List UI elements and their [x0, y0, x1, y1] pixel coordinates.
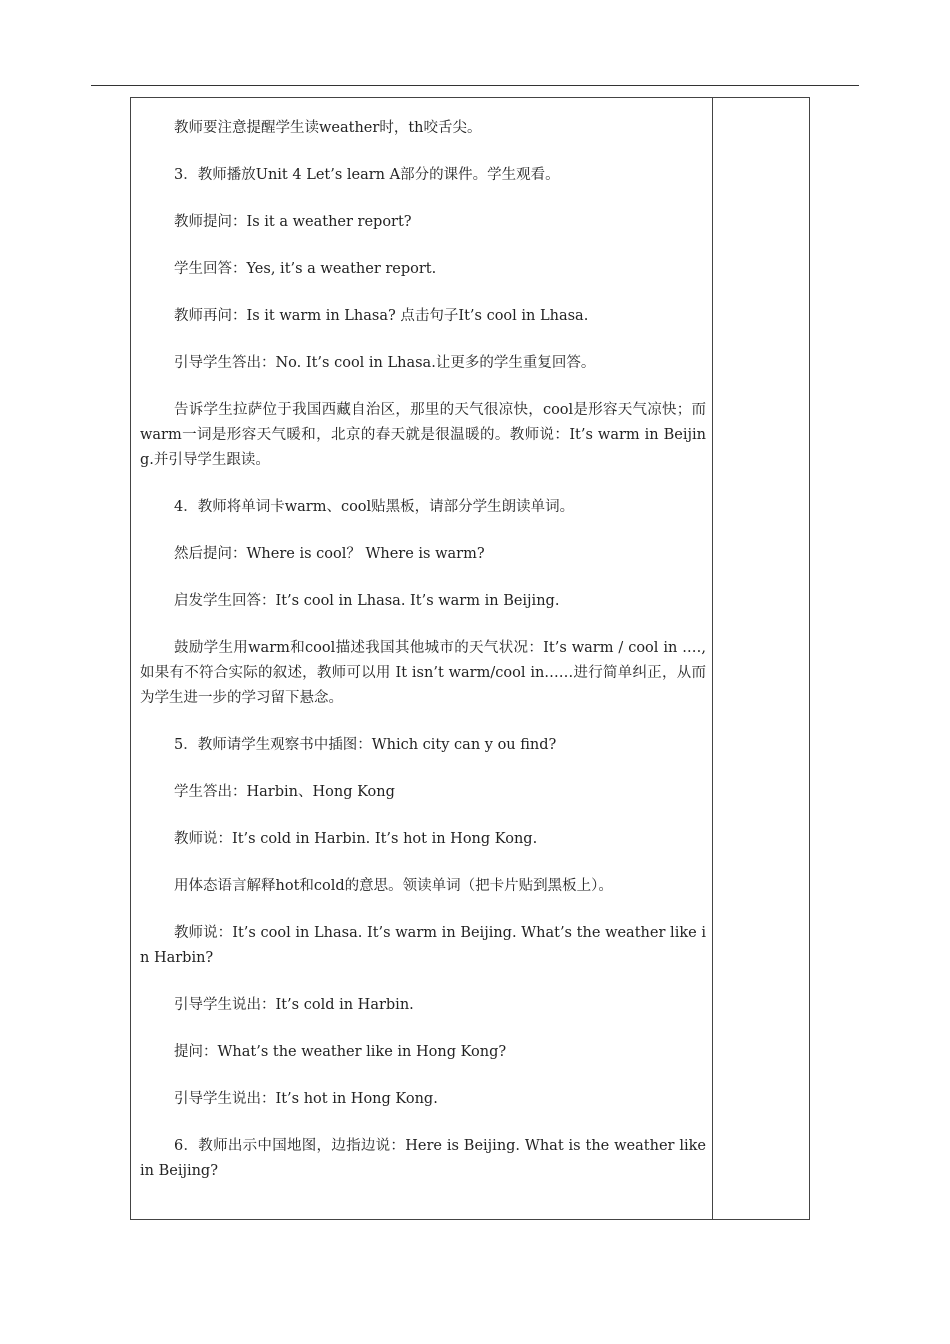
header-rule [91, 85, 859, 86]
paragraph: 然后提问：Where is cool？ Where is warm? [174, 546, 485, 562]
paragraph: 引导学生答出：No. It’s cool in Lhasa.让更多的学生重复回答。 [174, 355, 596, 371]
lesson-content [140, 116, 706, 1206]
table-column-divider [712, 97, 713, 1220]
paragraph: 5．教师请学生观察书中插图：Which city can y ou find? [174, 737, 557, 753]
paragraph: 教师提问：Is it a weather report? [174, 214, 412, 230]
paragraph: 教师要注意提醒学生读weather时，th咬舌尖。 [174, 120, 482, 136]
paragraph: 引导学生说出：It’s cold in Harbin. [174, 997, 414, 1013]
paragraph: 提问：What’s the weather like in Hong Kong? [174, 1044, 507, 1060]
paragraph: 3．教师播放Unit 4 Let’s learn A部分的课件。学生观看。 [174, 167, 560, 183]
paragraph: 教师说：It’s cold in Harbin. It’s hot in Hong Kong. [174, 831, 538, 847]
paragraph: 鼓励学生用warm和cool描述我国其他城市的天气状况：It’s warm / cool in .…, 如果有不符合实际的叙述，教师可以用 It isn’t warm/cool in……进行简单纠正，从而为学生进一步的学习留下悬念。 [140, 640, 706, 706]
paragraph: 启发学生回答：It’s cool in Lhasa. It’s warm in Beijing. [174, 593, 560, 609]
paragraph: 4．教师将单词卡warm、cool贴黑板，请部分学生朗读单词。 [174, 499, 575, 515]
paragraph: 教师再问：Is it warm in Lhasa? 点击句子It’s cool in Lhasa. [174, 308, 589, 324]
paragraph: 学生答出：Harbin、Hong Kong [174, 784, 395, 800]
paragraph: 6．教师出示中国地图，边指边说：Here is Beijing. What is the weather like in Beijing? [140, 1138, 706, 1179]
paragraph: 用体态语言解释hot和cold的意思。领读单词（把卡片贴到黑板上）。 [174, 878, 613, 894]
paragraph: 学生回答：Yes, it’s a weather report. [174, 261, 437, 277]
paragraph: 引导学生说出：It’s hot in Hong Kong. [174, 1091, 438, 1107]
paragraph: 告诉学生拉萨位于我国西藏自治区，那里的天气很凉快，cool是形容天气凉快；而warm一词是形容天气暖和，北京的春天就是很温暖的。教师说：It’s warm in Beijing.并引导学生跟读。 [140, 402, 706, 468]
paragraph: 教师说：It’s cool in Lhasa. It’s warm in Beijing. What’s the weather like in Harbin? [140, 925, 706, 966]
